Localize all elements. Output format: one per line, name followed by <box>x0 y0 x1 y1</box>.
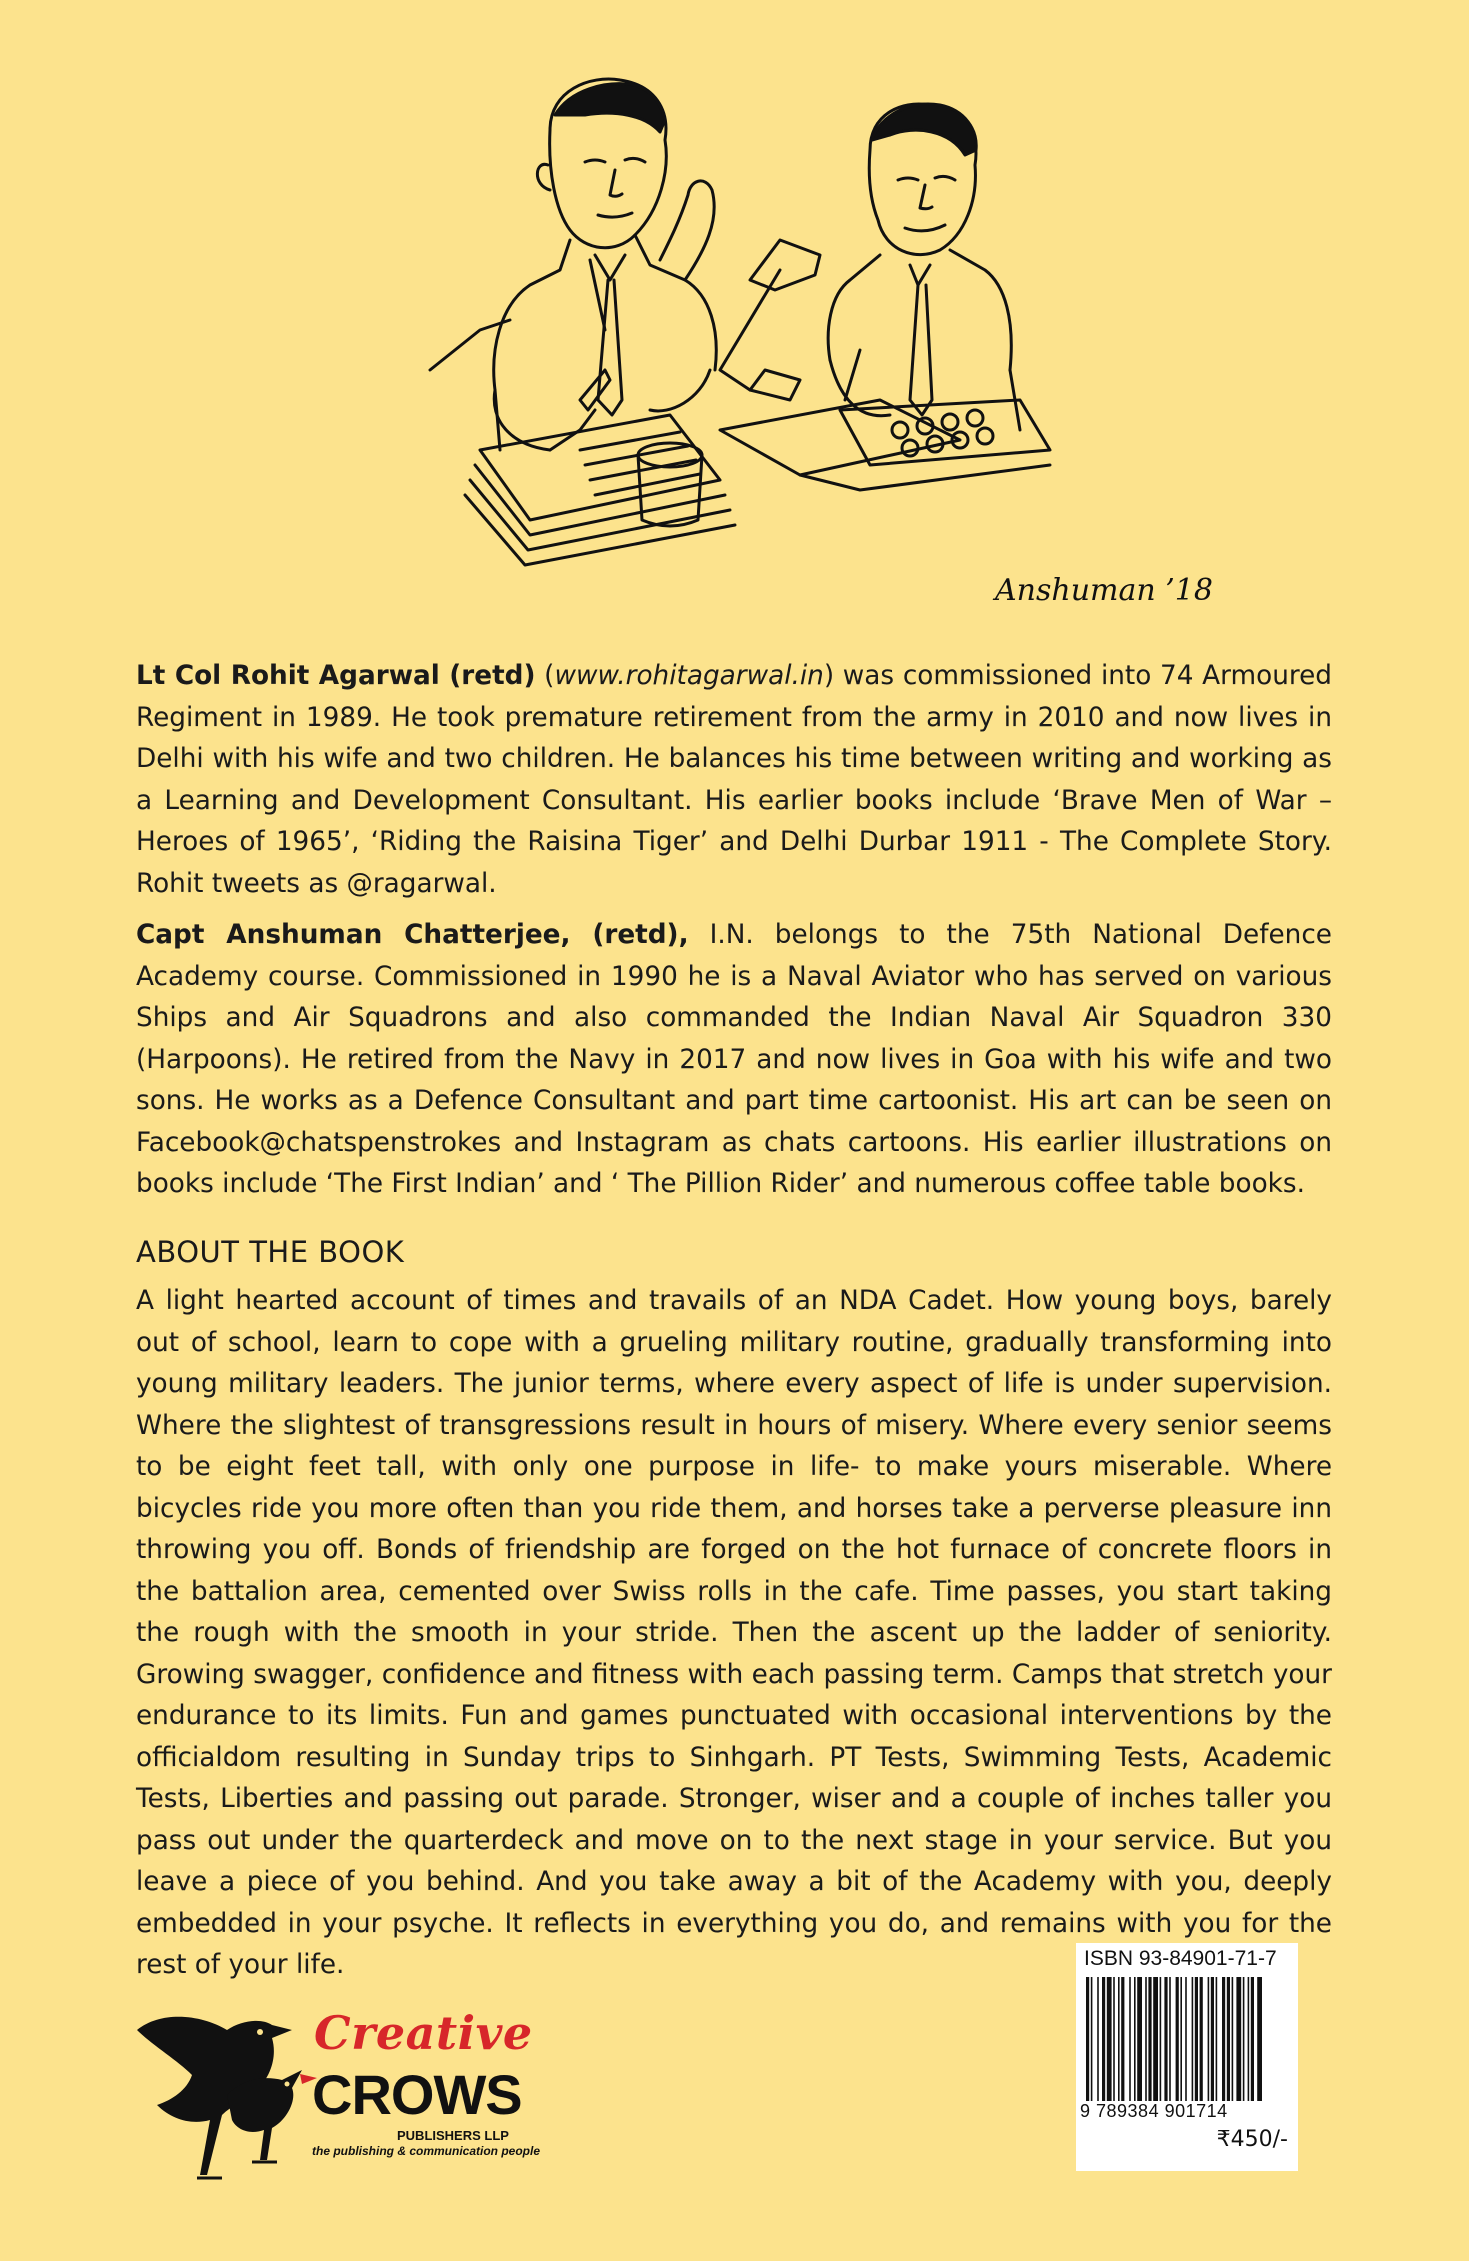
barcode-bar <box>1227 1977 1230 2101</box>
author1-website: www.rohitagarwal.in <box>554 661 824 691</box>
barcode-bar <box>1107 1977 1112 2101</box>
barcode-bar <box>1129 1977 1131 2101</box>
barcode-bar <box>1153 1977 1158 2101</box>
author1-paren: ( <box>535 661 555 691</box>
publisher-logo <box>132 2000 552 2190</box>
barcode-bar <box>1216 1977 1218 2101</box>
barcode-bar <box>1236 1977 1241 2101</box>
barcode-bar <box>1137 1977 1142 2101</box>
barcode-bar <box>1134 1977 1136 2101</box>
barcode-bar <box>1243 1977 1245 2101</box>
barcode-bar <box>1145 1977 1147 2101</box>
barcode-digits: 9 789384 901714 <box>1080 2101 1228 2121</box>
author2-name: Capt Anshuman Chatterjee, (retd), <box>136 920 689 950</box>
barcode-bar <box>1251 1977 1254 2101</box>
publisher-crows-text: CROWS <box>312 2063 522 2126</box>
barcode-bar <box>1195 1977 1198 2101</box>
about-text: A light hearted account of times and travails of an NDA Cadet. How young boys, barely out of school, learn to cope with a grueling military routine, gradually transforming into young military leaders. The junior terms, where every aspect of life is under supervision. Where the slightest of transgressions result in hours of misery. Where every senior seems to be eight feet tall, with only one purpose in life- to make yours miserable. Where bicycles ride you more often than you ride them, and horses take a perverse pleasure inn throwing you off. Bonds of friendship are forged on the hot furnace of concrete floors in the battalion area, cemented over Swiss rolls in the cafe. Time passes, you start taking the rough with the smooth in your stride. Then the ascent up the ladder of seniority. Growing swagger, confidence and fitness with each passing term. Camps that stretch your endurance to its limits. Fun and games punctuated with occasional interventions by the officialdom resulting in Sunday trips to Sinhgarh. PT Tests, Swimming Tests, Academic Tests, Liberties and passing out parade. Stronger, wiser and a couple of inches taller you pass out under the quarterdeck and move on to the next stage in your service. But you leave a piece of you behind. And you take away a bit of the Academy with you, deeply embedded in your psyche. It reflects in everything you do, and remains with you for the rest of your life. <box>136 1286 1332 1980</box>
crow-icon <box>132 2000 322 2190</box>
left-man-figure <box>494 79 716 450</box>
barcode-bar <box>1091 1977 1093 2101</box>
main-content <box>136 656 1332 1997</box>
cartoon-illustration <box>420 70 1213 620</box>
about-heading: ABOUT THE BOOK <box>136 1234 405 1269</box>
barcode-bar <box>1169 1977 1171 2101</box>
isbn-barcode-box <box>1076 1943 1298 2171</box>
barcode-bar <box>1180 1977 1182 2101</box>
publisher-tagline: the publishing & communication people <box>312 2144 541 2158</box>
right-man-figure <box>828 104 1020 430</box>
barcode-bar <box>1200 1977 1203 2101</box>
author1-bio <box>136 656 1332 905</box>
barcode-bar <box>1118 1977 1120 2101</box>
barcode-bar <box>1192 1977 1194 2101</box>
publisher-llp-text: PUBLISHERS LLP <box>397 2128 509 2143</box>
barcode-bar <box>1257 1977 1262 2101</box>
barcode-bar <box>1160 1977 1162 2101</box>
barcode-bar <box>1208 1977 1210 2101</box>
barcode-bar <box>1222 1977 1225 2101</box>
left-papers <box>465 415 735 565</box>
barcode-bar <box>1097 1977 1099 2101</box>
barcode-bar <box>1248 1977 1250 2101</box>
illustration-signature: Anshuman ’18 <box>995 573 1213 608</box>
barcode-bar <box>1164 1977 1167 2101</box>
barcode-bar <box>1113 1977 1115 2101</box>
isbn-number: ISBN 93-84901-71-7 <box>1084 1947 1277 1970</box>
barcode-bar <box>1176 1977 1179 2101</box>
author2-bio <box>136 915 1332 1206</box>
right-papers <box>430 320 1050 490</box>
desk-lamp <box>720 240 820 400</box>
book-price: ₹450/- <box>1216 2127 1288 2152</box>
author1-name: Lt Col Rohit Agarwal (retd) <box>136 661 536 691</box>
barcode-bar <box>1185 1977 1187 2101</box>
author2-bio-text: I.N. belongs to the 75th National Defence Academy course. Commissioned in 1990 he is a Naval Aviator who has served on various Ships and Air Squadrons and also commanded the Indian Naval Air Squadron 330 (Harpoons). He retired from the Navy in 2017 and now lives in Goa with his wife and two sons. He works as a Defence Consultant and part time cartoonist. His art can be seen on Facebook@chatspenstrokes and Instagram as chats cartoons. His earlier illustrations on books include ‘The First Indian’ and ‘ The Pillion Rider’ and numerous coffee table books. <box>136 920 1332 1199</box>
barcode-bar <box>1211 1977 1214 2101</box>
barcode-bar <box>1232 1977 1234 2101</box>
barcode-bar <box>1121 1977 1124 2101</box>
author1-bio-text: ) was commissioned into 74 Armoured Regiment in 1989. He took premature retirement from the army in 2010 and now lives in Delhi with his wife and two children. He balances his time between writing and working as a Learning and Development Consultant. His earlier books include ‘Brave Men of War – Heroes of 1965’, ‘Riding the Raisina Tiger’ and Delhi Durbar 1911 - The Complete Story. Rohit tweets as @ragarwal. <box>136 661 1332 899</box>
publisher-creative-text: Creative <box>314 2006 533 2060</box>
barcode-bar <box>1086 1977 1089 2101</box>
barcode-bar <box>1148 1977 1151 2101</box>
barcode-bar <box>1102 1977 1105 2101</box>
barcode-icon <box>1082 1977 1292 2101</box>
